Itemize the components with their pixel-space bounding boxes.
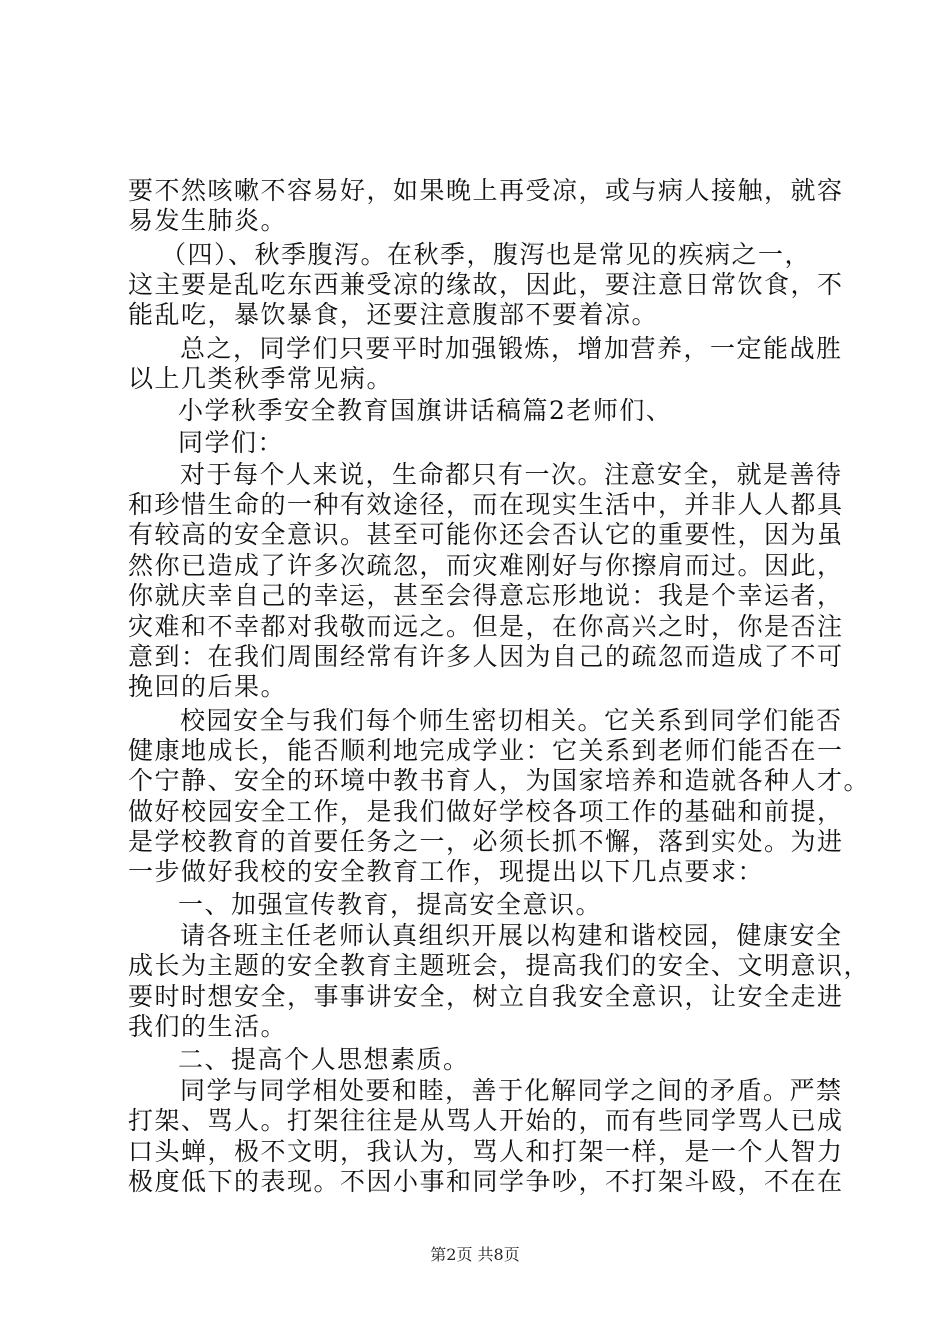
text-line: 同学们： — [178, 428, 285, 457]
text-line: 对于每个人来说，生命都只有一次。注意安全，就是善待 — [180, 460, 843, 489]
text-line: 易发生肺炎。 — [128, 206, 288, 235]
text-line: 一步做好我校的安全教育工作，现提出以下几点要求： — [128, 857, 765, 886]
text-line: 二、提高个人思想素质。 — [178, 1045, 470, 1074]
text-line: 意到：在我们周围经常有许多人因为自己的疏忽而造成了不可 — [128, 642, 844, 671]
text-line: 同学与同学相处要和睦，善于化解同学之间的矛盾。严禁 — [180, 1076, 843, 1105]
text-line: 灾难和不幸都对我敬而远之。但是，在你高兴之时，你是否注 — [128, 612, 844, 641]
text-line: 这主要是乱吃东西兼受凉的缘故，因此，要注意日常饮食，不 — [128, 270, 844, 299]
text-line: 个宁静、安全的环境中教书育人，为国家培养和造就各种人才。 — [128, 766, 871, 795]
text-line: 是学校教育的首要任务之一，必须长抓不懈，落到实处。为进 — [128, 827, 844, 856]
text-line: 要不然咳嗽不容易好，如果晚上再受凉，或与病人接触，就容 — [128, 176, 844, 205]
text-line: 成长为主题的安全教育主题班会，提高我们的安全、文明意识， — [128, 951, 871, 980]
text-line: 小学秋季安全教育国旗讲话稿篇2老师们、 — [178, 396, 673, 425]
page-number-footer: 第2页 共8页 — [430, 1245, 520, 1264]
text-line: 打架、骂人。打架往往是从骂人开始的，而有些同学骂人已成 — [128, 1106, 844, 1135]
text-line: 健康地成长，能否顺利地完成学业：它关系到老师们能否在一 — [128, 736, 844, 765]
text-line: 总之，同学们只要平时加强锻炼，增加营养，一定能战胜 — [180, 334, 843, 363]
text-line: 请各班主任老师认真组织开展以构建和谐校园，健康安全 — [180, 921, 843, 950]
text-line: 口头蝉，极不文明，我认为，骂人和打架一样，是一个人智力 — [128, 1137, 844, 1166]
text-line: （四）、秋季腹泻。在秋季，腹泻也是常见的疾病之一， — [161, 240, 812, 269]
text-line: 挽回的后果。 — [128, 672, 288, 701]
text-line: 和珍惜生命的一种有效途径，而在现实生活中，并非人人都具 — [128, 490, 844, 519]
text-line: 做好校园安全工作，是我们做好学校各项工作的基础和前提， — [128, 797, 844, 826]
text-line: 然你已造成了许多次疏忽，而灾难刚好与你擦肩而过。因此， — [128, 551, 844, 580]
text-line: 以上几类秋季常见病。 — [128, 364, 394, 393]
text-line: 要时时想安全，事事讲安全，树立自我安全意识，让安全走进 — [128, 982, 844, 1011]
text-line: 你就庆幸自己的幸运，甚至会得意忘形地说：我是个幸运者， — [128, 581, 844, 610]
text-line: 能乱吃，暴饮暴食，还要注意腹部不要着凉。 — [128, 300, 659, 329]
text-line: 有较高的安全意识。甚至可能你还会否认它的重要性，因为虽 — [128, 520, 844, 549]
text-line: 一、加强宣传教育，提高安全意识。 — [178, 890, 603, 919]
text-line: 我们的生活。 — [128, 1012, 288, 1041]
text-line: 校园安全与我们每个师生密切相关。它关系到同学们能否 — [180, 706, 843, 735]
text-line: 极度低下的表现。不因小事和同学争吵，不打架斗殴，不在在 — [128, 1167, 844, 1196]
